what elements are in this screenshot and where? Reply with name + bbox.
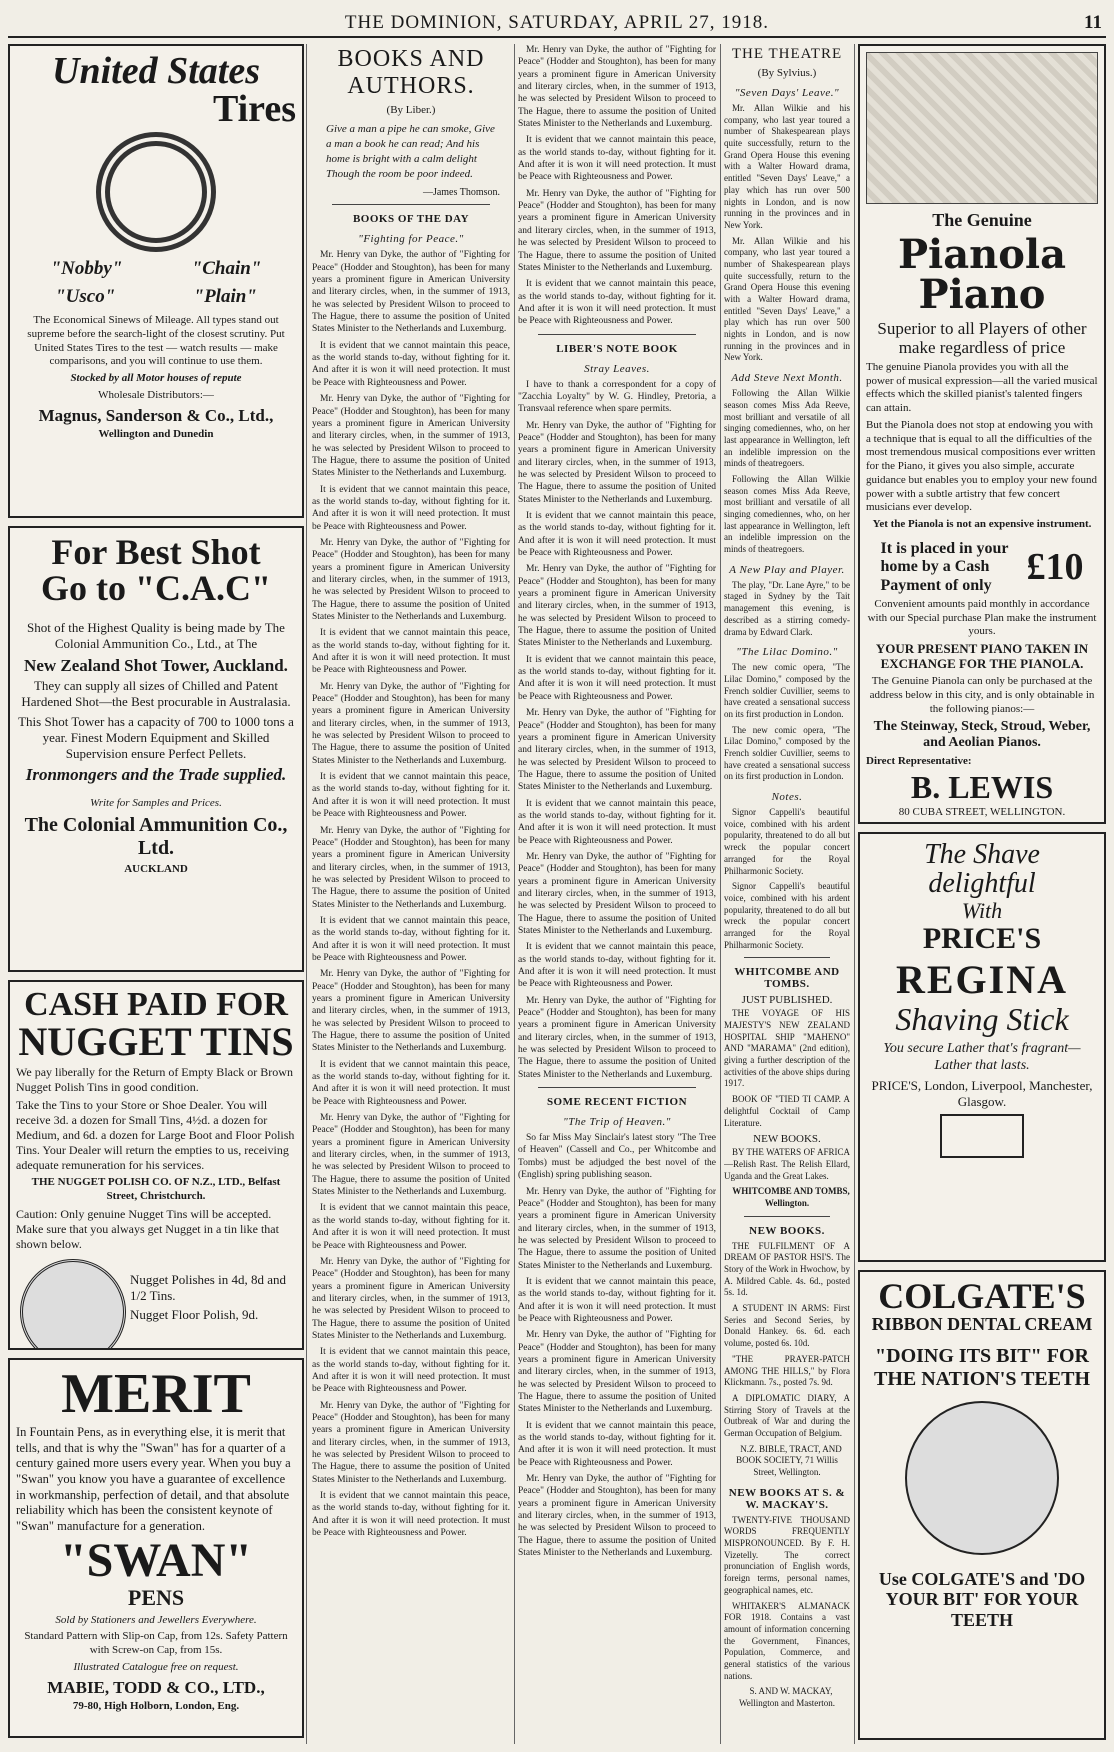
book-listing: THE FULFILMENT OF A DREAM OF PASTOR HSI'S. The Story of the Work in Hwochow, by A. Mildred Cable. 4s. 6d., posted 5s. 1d. (724, 1240, 850, 1298)
regina-brand: PRICE'S (922, 921, 1042, 955)
article-paragraph: It is evident that we cannot maintain this peace, as the world stands to-day, without fighting for it. And after it is won it will need protection. It must be Peace with Righteousness and Power. (312, 915, 510, 963)
swan-brand: "SWAN" (60, 1534, 252, 1588)
article-paragraph: Mr. Henry van Dyke, the author of "Fighting for Peace" (Hodder and Stoughton), has been for many years a prominent figure in American University and literary circles, when, in the summer of 1913, he was selected by President Wilson to proceed to The Hague, there to assume the position of United States Minister to the Netherlands and Luxemburg. (312, 250, 510, 335)
article-paragraph: Mr. Henry van Dyke, the author of "Fighting for Peace" (Hodder and Stoughton), has been for many years a prominent figure in American University and literary circles, when, in the summer of 1913, he was selected by President Wilson to proceed to The Hague, there to assume the position of United States Minister to the Netherlands and Luxemburg. (518, 420, 716, 505)
theatre-byline: (By Sylvius.) (757, 67, 817, 79)
masthead (8, 10, 1106, 38)
nugget-headline-2: NUGGET TINS (18, 1019, 294, 1064)
article-paragraph: The new comic opera, "The Lilac Domino," composed by the French soldier Cuvillier, seems to have created a sensational success on its first production in London. (724, 662, 850, 719)
piano-illustration-icon (866, 52, 1098, 204)
article-paragraph: Mr. Henry van Dyke, the author of "Fighting for Peace" (Hodder and Stoughton), has been for many years a prominent figure in American University and literary circles, when, in the summer of 1913, he was selected by President Wilson to proceed to The Hague, there to assume the position of United States Minister to the Netherlands and Luxemburg. (312, 1113, 510, 1198)
mackay-footer: S. AND W. MACKAY, Wellington and Masterton. (738, 1686, 835, 1708)
article-paragraph: Signor Cappelli's beautiful voice, combined with his ardent popularity, threatened to do all but wreck the popular concert arranged for the Royal Philharmonic Society. (724, 807, 850, 876)
pianola-price: £10 (1026, 546, 1084, 589)
whitcombe-footer: WHITCOMBE AND TOMBS, Wellington. (732, 1186, 850, 1208)
newbooks-footer: N.Z. BIBLE, TRACT, AND BOOK SOCIETY, 71 Willis Street, Wellington. (736, 1443, 842, 1477)
cac-body-2: They can supply all sizes of Chilled and Patent Hardened Shot—the Best procurable in Australasia. (21, 678, 291, 710)
book-listing: TWENTY-FIVE THOUSAND WORDS FREQUENTLY MISPRONOUNCED. By F. H. Vizetelly. The correct pronunciation of English words, foreign terms, personal names, geographical names, etc. (724, 1514, 850, 1595)
pianola-convenient: Convenient amounts paid monthly in accordance with our Special purchase Plan make the instrument yours. (867, 597, 1097, 638)
theatre-heading: THE THEATRE (731, 46, 843, 62)
regina-ad (858, 832, 1106, 1262)
pianola-body: The genuine Pianola provides you with all the power of musical expression—all the varied musical effects which the skilled pianist's talented fingers can attain. (866, 360, 1098, 415)
article-paragraph: Mr. Henry van Dyke, the author of "Fighting for Peace" (Hodder and Stoughton), has been for many years a prominent figure in American University and literary circles, when, in the summer of 1913, he was selected by President Wilson to proceed to The Hague, there to assume the position of United States Minister to the Netherlands and Luxemburg. (312, 825, 510, 910)
books-verse-attribution: —James Thomson. (422, 187, 500, 199)
cac-ad (8, 526, 304, 972)
tyres-ad (8, 44, 304, 518)
article-paragraph: It is evident that we cannot maintain this peace, as the world stands to-day, without fighting for it. And after it is won it will need protection. It must be Peace with Righteousness and Power. (518, 135, 716, 183)
pianola-rep: Direct Representative: (866, 754, 972, 767)
article-paragraph: Mr. Henry van Dyke, the author of "Fighting for Peace" (Hodder and Stoughton), has been for many years a prominent figure in American University and literary circles, when, in the summer of 1913, he was selected by President Wilson to proceed to The Hague, there to assume the position of United States Minister to the Netherlands and Luxemburg. (312, 537, 510, 622)
swan-address: 79-80, High Holborn, London, Eng. (72, 1700, 240, 1713)
article-paragraph: It is evident that we cannot maintain this peace, as the world stands to-day, without fighting for it. And after it is won it will need protection. It must be Peace with Righteousness and Power. (518, 798, 716, 846)
tyres-distributors-label: Wholesale Distributors:— (98, 388, 214, 401)
pianola-dealer: B. LEWIS (910, 769, 1054, 806)
right-ad-column (858, 44, 1106, 1744)
prices-logo-icon (940, 1114, 1024, 1158)
article-paragraph: It is evident that we cannot maintain this peace, as the world stands to-day, without fighting for it. And after it is won it will need protection. It must be Peace with Righteousness and Power. (518, 1276, 716, 1324)
article-paragraph: It is evident that we cannot maintain this peace, as the world stands to-day, without fighting for it. And after it is won it will need protection. It must be Peace with Righteousness and Power. (518, 654, 716, 702)
article-paragraph: Mr. Henry van Dyke, the author of "Fighting for Peace" (Hodder and Stoughton), has been for many years a prominent figure in American University and literary circles, when, in the summer of 1913, he was selected by President Wilson to proceed to The Hague, there to assume the position of United States Minister to the Netherlands and Luxemburg. (518, 564, 716, 649)
article-paragraph: Mr. Henry van Dyke, the author of "Fighting for Peace" (Hodder and Stoughton), has been for many years a prominent figure in American University and literary circles, when, in the summer of 1913, he was selected by President Wilson to proceed to The Hague, there to assume the position of United States Minister to the Netherlands and Luxemburg. (518, 1186, 716, 1271)
section-heading: SOME RECENT FICTION (546, 1096, 688, 1109)
tyres-distributor: Magnus, Sanderson & Co., Ltd., (38, 405, 274, 425)
books-heading: BOOKS AND AUTHORS. (337, 46, 485, 99)
cac-headline-1: For Best Shot (51, 532, 261, 572)
article-paragraph: The new comic opera, "The Lilac Domino," composed by the French soldier Cuvillier, seems to have created a sensational success on its first production in London. (724, 724, 850, 782)
cac-trade: Ironmongers and the Trade supplied. (25, 765, 287, 785)
regina-line-1: The Shave (924, 839, 1040, 870)
article-paragraph: Mr. Henry van Dyke, the author of "Fighting for Peace" (Hodder and Stoughton), has been for many years a prominent figure in American University and literary circles, when, in the summer of 1913, he was selected by President Wilson to proceed to The Hague, there to assume the position of United States Minister to the Netherlands and Luxemburg. (312, 394, 510, 479)
article-paragraph: Signor Cappelli's beautiful voice, combined with his ardent popularity, threatened to do all but wreck the popular concert arranged for the Royal Philharmonic Society. (724, 881, 850, 950)
article-paragraph: Mr. Henry van Dyke, the author of "Fighting for Peace" (Hodder and Stoughton), has been for many years a prominent figure in American University and literary circles, when, in the summer of 1913, he was selected by President Wilson to proceed to The Hague, there to assume the position of United States Minister to the Netherlands and Luxemburg. (518, 188, 716, 273)
divider (538, 334, 696, 335)
section-heading: LIBER'S NOTE BOOK (556, 342, 678, 355)
pianola-body-2: But the Pianola does not stop at endowing you with a technique that is equal to all the difficulties of the most tremendous musical compositions ever written for the Piano, it gives you also simple, accurate guidance but enables you to employ your new found power with a subtle artistry that few concert musicians ever develop. (866, 418, 1097, 514)
pianola-tagline: Superior to all Players of other make regardless of price (877, 318, 1087, 358)
tyre-icon (96, 132, 216, 252)
cac-city: AUCKLAND (124, 862, 188, 875)
swan-sold: Sold by Stationers and Jewellers Everywhere. (55, 1613, 257, 1626)
cac-body-3: This Shot Tower has a capacity of 700 to 1000 tons a year. Finest Modern Equipment and Skilled Supervision ensure Perfect Pellets. (18, 713, 294, 762)
article-paragraph: Mr. Henry van Dyke, the author of "Fighting for Peace" (Hodder and Stoughton), has been for many years a prominent figure in American University and literary circles, when, in the summer of 1913, he was selected by President Wilson to proceed to The Hague, there to assume the position of United States Minister to the Netherlands and Luxemburg. (518, 708, 716, 793)
theatre-column (724, 44, 850, 1744)
whitcombe-subheading: JUST PUBLISHED. (741, 994, 833, 1007)
swan-ad (8, 1358, 304, 1738)
article-paragraph: It is evident that we cannot maintain this peace, as the world stands to-day, without fighting for it. And after it is won it will need protection. It must be Peace with Righteousness and Power. (312, 1347, 510, 1395)
tread-name: "Chain" (191, 258, 262, 279)
cac-headline-2: Go to "C.A.C" (41, 568, 271, 608)
cac-body: Shot of the Highest Quality is being made by The Colonial Ammunition Co., Ltd., at The (27, 620, 285, 652)
article-title: "Seven Days' Leave." (734, 87, 840, 99)
article-title: Stray Leaves. (584, 362, 650, 375)
article-paragraph: It is evident that we cannot maintain this peace, as the world stands to-day, without fighting for it. And after it is won it will need protection. It must be Peace with Righteousness and Power. (518, 279, 716, 327)
books-continued-column (518, 44, 716, 1744)
article-paragraph: Mr. Allan Wilkie and his company, who last year toured a number of Shakespearean plays quite successfully, return to the Grand Opera House this evening with a Walter Howard drama, entitled "Seven Days' Leave," a play which has run over 500 nights in London, and is now running in the provinces and in New York. (724, 235, 850, 363)
nugget-headline-1: CASH PAID FOR (24, 986, 288, 1023)
book-listing: A STUDENT IN ARMS: First Series and Second Series, by Donald Hankey. 6s. 6d. each volume, posted 6s. 10d. (724, 1303, 850, 1349)
pianola-placed: It is placed in your home by a Cash Payment of only (880, 539, 1009, 594)
regina-line-3: With (961, 897, 1003, 923)
article-paragraph: It is evident that we cannot maintain this peace, as the world stands to-day, without fighting for it. And after it is won it will need protection. It must be Peace with Righteousness and Power. (312, 1203, 510, 1251)
article-paragraph: It is evident that we cannot maintain this peace, as the world stands to-day, without fighting for it. And after it is won it will need protection. It must be Peace with Righteousness and Power. (518, 1420, 716, 1468)
article-paragraph: Mr. Henry van Dyke, the author of "Fighting for Peace" (Hodder and Stoughton), has been for many years a prominent figure in American University and literary circles, when, in the summer of 1913, he was selected by President Wilson to proceed to The Hague, there to assume the position of United States Minister to the Netherlands and Luxemburg. (518, 1330, 716, 1415)
section-heading: BOOKS OF THE DAY (352, 213, 470, 226)
article-paragraph: It is evident that we cannot maintain this peace, as the world stands to-day, without fighting for it. And after it is won it will need protection. It must be Peace with Righteousness and Power. (518, 511, 716, 559)
books-byline: (By Liber.) (386, 104, 436, 116)
colgate-brand: COLGATE'S (878, 1276, 1086, 1316)
article-paragraph: The play, "Dr. Lane Ayre," to be staged in Sydney by the Tait management this evening, is described as a stirring comedy-drama by Edward Clark. (724, 579, 850, 637)
tyres-brand-bottom: Tires (212, 88, 296, 130)
book-listing: A DIPLOMATIC DIARY, A Stirring Story of Travels at the Outbreak of War and during the German Occupation of Belgium. (724, 1392, 850, 1438)
article-title: "The Trip of Heaven." (563, 1116, 671, 1129)
article-title: Notes. (771, 791, 803, 804)
cac-company: The Colonial Ammunition Co., Ltd. (24, 813, 288, 859)
article-paragraph: Mr. Henry van Dyke, the author of "Fighting for Peace" (Hodder and Stoughton), has been for many years a prominent figure in American University and literary circles, when, in the summer of 1913, he was selected by President Wilson to proceed to The Hague, there to assume the position of United States Minister to the Netherlands and Luxemburg. (518, 45, 716, 130)
article-paragraph: Mr. Henry van Dyke, the author of "Fighting for Peace" (Hodder and Stoughton), has been for many years a prominent figure in American University and literary circles, when, in the summer of 1913, he was selected by President Wilson to proceed to The Hague, there to assume the position of United States Minister to the Netherlands and Luxemburg. (518, 995, 716, 1080)
pianola-address: 80 CUBA STREET, WELLINGTON. (898, 806, 1066, 819)
article-paragraph: Following the Allan Wilkie season comes Miss Ada Reeve, most brilliant and versatile of all singing comediennes, who, on her last appearance in Wellington, left an indelible impression on the minds of theatregoers. (724, 473, 850, 555)
nugget-ad (8, 980, 304, 1350)
column-rule (514, 44, 515, 1744)
regina-line-2: delightful (928, 868, 1036, 900)
article-paragraph: I have to thank a correspondent for a copy of "Zacchia Loyalty" by W. G. Hindley, Pretoria, a Transvaal reference when spare permits. (518, 379, 716, 415)
pianola-pianos: The Steinway, Steck, Stroud, Weber, and Aeolian Pianos. (873, 719, 1091, 751)
pianola-body-3: Yet the Pianola is not an expensive instrument. (872, 518, 1092, 531)
article-title: Add Steve Next Month. (731, 372, 843, 385)
nugget-caution: Caution: Only genuine Nugget Tins will be accepted. Make sure that you always get Nugget in a tin like that shown below. (16, 1206, 279, 1251)
colgate-slogan-2: Use COLGATE'S and 'DO YOUR BIT' FOR YOUR TEETH (878, 1568, 1086, 1631)
divider (744, 957, 830, 958)
whitcombe-section: NEW BOOKS. (753, 1133, 821, 1146)
book-listing: "THE PRAYER-PATCH AMONG THE HILLS," by Flora Klickmann. 7s., posted 7s. 9d. (724, 1353, 850, 1388)
article-paragraph: It is evident that we cannot maintain this peace, as the world stands to-day, without fighting for it. And after it is won it will need protection. It must be Peace with Righteousness and Power. (312, 628, 510, 676)
colgate-ad (858, 1270, 1106, 1740)
article-paragraph: It is evident that we cannot maintain this peace, as the world stands to-day, without fighting for it. And after it is won it will need protection. It must be Peace with Righteousness and Power. (312, 1491, 510, 1539)
colgate-product: RIBBON DENTAL CREAM (871, 1314, 1093, 1334)
tyres-body: The Economical Sinews of Mileage. All types stand out supreme before the search-light of the closest scrutiny. Put United States Tires to the test — watch results — make comparisons, and you will continue to use them. (27, 314, 285, 368)
tread-name: "Usco" (55, 286, 116, 307)
column-rule (854, 44, 855, 1744)
tread-name: "Plain" (193, 286, 257, 307)
divider (332, 204, 490, 205)
divider (744, 1216, 830, 1217)
article-paragraph: It is evident that we cannot maintain this peace, as the world stands to-day, without fighting for it. And after it is won it will need protection. It must be Peace with Righteousness and Power. (312, 484, 510, 532)
nugget-company: THE NUGGET POLISH CO. OF N.Z., LTD., Belfast Street, Christchurch. (31, 1176, 281, 1202)
pianola-exchange: YOUR PRESENT PIANO TAKEN IN EXCHANGE FOR THE PIANOLA. (875, 641, 1089, 672)
nugget-body-2: Take the Tins to your Store or Shoe Dealer. You will receive 3d. a dozen for Small Tins, 4½d. a dozen for Medium, and 6d. a dozen for Large Boot and Floor Polish Tins. Your Dealer will return the empties to us, receiving adequate remuneration for his services. (16, 1098, 295, 1172)
nugget-floor: Nugget Floor Polish, 9d. (130, 1307, 259, 1322)
article-paragraph: Mr. Henry van Dyke, the author of "Fighting for Peace" (Hodder and Stoughton), has been for many years a prominent figure in American University and literary circles, when, in the summer of 1913, he was selected by President Wilson to proceed to The Hague, there to assume the position of United States Minister to the Netherlands and Luxemburg. (312, 1256, 510, 1341)
article-paragraph: Mr. Henry van Dyke, the author of "Fighting for Peace" (Hodder and Stoughton), has been for many years a prominent figure in American University and literary circles, when, in the summer of 1913, he was selected by President Wilson to proceed to The Hague, there to assume the position of United States Minister to the Netherlands and Luxemburg. (312, 681, 510, 766)
colgate-slogan-1: "DOING ITS BIT" FOR THE NATION'S TEETH (874, 1344, 1090, 1390)
book-listing: BOOK OF "TIED TI CAMP. A delightful Cocktail of Camp Literature. (724, 1094, 850, 1128)
pianola-ad (858, 44, 1106, 824)
soldier-illustration-icon (905, 1401, 1059, 1555)
tyres-brand-top: United States (52, 50, 260, 92)
column-rule (306, 44, 307, 1744)
pianola-genuine: The Genuine (932, 210, 1032, 230)
swan-company: MABIE, TODD & CO., LTD., (47, 1677, 265, 1697)
books-verse: Give a man a pipe he can smoke, Give a man a book he can read; And his home is bright with a calm delight Though the room be poor indeed. (326, 123, 495, 180)
article-paragraph: It is evident that we cannot maintain this peace, as the world stands to-day, without fighting for it. And after it is won it will need protection. It must be Peace with Righteousness and Power. (312, 340, 510, 388)
book-listing: WHITAKER'S ALMANACK FOR 1918. Contains a vast amount of information concerning the Government, Finances, Population, Commerce, and general statistics of the various nations. (724, 1600, 850, 1681)
pianola-brand: Pianola Piano (897, 230, 1067, 318)
article-paragraph: It is evident that we cannot maintain this peace, as the world stands to-day, without fighting for it. And after it is won it will need protection. It must be Peace with Righteousness and Power. (518, 942, 716, 990)
article-paragraph: It is evident that we cannot maintain this peace, as the world stands to-day, without fighting for it. And after it is won it will need protection. It must be Peace with Righteousness and Power. (312, 772, 510, 820)
regina-tagline: You secure Lather that's fragrant— Lather that lasts. (883, 1040, 1081, 1074)
swan-headline: MERIT (61, 1363, 251, 1425)
article-paragraph: Mr. Henry van Dyke, the author of "Fighting for Peace" (Hodder and Stoughton), has been for many years a prominent figure in American University and literary circles, when, in the summer of 1913, he was selected by President Wilson to proceed to The Hague, there to assume the position of United States Minister to the Netherlands and Luxemburg. (312, 969, 510, 1054)
mackay-heading: NEW BOOKS AT S. & W. MACKAY'S. (728, 1486, 846, 1511)
article-paragraph: Mr. Henry van Dyke, the author of "Fighting for Peace" (Hodder and Stoughton), has been for many years a prominent figure in American University and literary circles, when, in the summer of 1913, he was selected by President Wilson to proceed to The Hague, there to assume the position of United States Minister to the Netherlands and Luxemburg. (518, 1474, 716, 1559)
regina-company: PRICE'S, London, Liverpool, Manchester, Glasgow. (871, 1077, 1093, 1110)
regina-product-2: Shaving Stick (895, 1001, 1069, 1038)
tread-name: "Nobby" (50, 258, 123, 279)
article-paragraph: Mr. Allan Wilkie and his company, who last year toured a number of Shakespearean plays quite successfully, return to the Grand Opera House this evening with a Walter Howard drama, entitled "Seven Days' Leave," a play which has run over 500 nights in London, and is now running in the provinces and in New York. (724, 103, 850, 230)
newbooks-heading: NEW BOOKS. (749, 1224, 825, 1237)
swan-catalogue: Illustrated Catalogue free on request. (73, 1660, 239, 1673)
column-rule (720, 44, 721, 1744)
whitcombe-heading: WHITCOMBE AND TOMBS. (734, 966, 840, 991)
tyres-stocked: Stocked by all Motor houses of repute (70, 372, 242, 384)
article-paragraph: Mr. Henry van Dyke, the author of "Fighting for Peace" (Hodder and Stoughton), has been for many years a prominent figure in American University and literary circles, when, in the summer of 1913, he was selected by President Wilson to proceed to The Hague, there to assume the position of United States Minister to the Netherlands and Luxemburg. (312, 1400, 510, 1485)
nugget-body: We pay liberally for the Return of Empty Black or Brown Nugget Polish Tins in good condition. (16, 1065, 293, 1094)
pianola-obtained: The Genuine Pianola can only be purchased at the address below in this city, and is only obtainable in the following pianos:— (869, 675, 1095, 715)
article-title: A New Play and Player. (729, 563, 845, 576)
swan-body: In Fountain Pens, as in everything else, it is merit that tells, and that is why the "Swan" has for a quarter of a century gained more users every year. When you buy a "Swan" you know you have a guarantee of excellence in workmanship, perfection of detail, and that absolute reliability which has been the consistent keynote of "Swan" manufacture for a generation. (16, 1425, 291, 1533)
cac-write: Write for Samples and Prices. (90, 796, 222, 809)
swan-pattern: Standard Pattern with Slip-on Cap, from 12s. Safety Pattern with Screw-on Cap, from 15s. (24, 1630, 288, 1657)
masthead-title: THE DOMINION, SATURDAY, APRIL 27, 1918. (344, 12, 770, 33)
article-title: "The Lilac Domino." (736, 646, 838, 659)
article-paragraph: Mr. Henry van Dyke, the author of "Fighting for Peace" (Hodder and Stoughton), has been for many years a prominent figure in American University and literary circles, when, in the summer of 1913, he was selected by President Wilson to proceed to The Hague, there to assume the position of United States Minister to the Netherlands and Luxemburg. (518, 851, 716, 936)
page-number: 11 (1084, 12, 1102, 33)
article-paragraph: Following the Allan Wilkie season comes Miss Ada Reeve, most brilliant and versatile of all singing comediennes, who, on her last appearance in Wellington, left an indelible impression on the minds of theatregoers. (724, 388, 850, 469)
article-title: "Fighting for Peace." (358, 233, 464, 246)
tyres-cities: Wellington and Dunedin (98, 428, 214, 441)
swan-brand-2: PENS (127, 1585, 185, 1611)
left-ad-column (8, 44, 304, 1744)
regina-product: REGINA (895, 957, 1069, 1003)
nugget-sizes: Nugget Polishes in 4d, 8d and 1/2 Tins. (130, 1271, 286, 1303)
article-paragraph: So far Miss May Sinclair's latest story "The Tree of Heaven" (Cassell and Co., per Whitcombe and Tombs) must be adjudged the best novel of the (English) spring publishing season. (518, 1133, 716, 1181)
book-listing: BY THE WATERS OF AFRICA—Relish Rast. The Relish Ellard, Uganda and the Great Lakes. (724, 1147, 850, 1181)
cac-tower: New Zealand Shot Tower, Auckland. (24, 655, 288, 675)
books-column (312, 44, 510, 1744)
divider (538, 1087, 696, 1088)
book-listing: THE VOYAGE OF HIS MAJESTY'S NEW ZEALAND HOSPITAL SHIP "MAHENO" AND "MARAMA" (2nd edition), giving a further description of the activities of the above ships during 1917. (724, 1008, 850, 1089)
article-paragraph: It is evident that we cannot maintain this peace, as the world stands to-day, without fighting for it. And after it is won it will need protection. It must be Peace with Righteousness and Power. (312, 1059, 510, 1107)
